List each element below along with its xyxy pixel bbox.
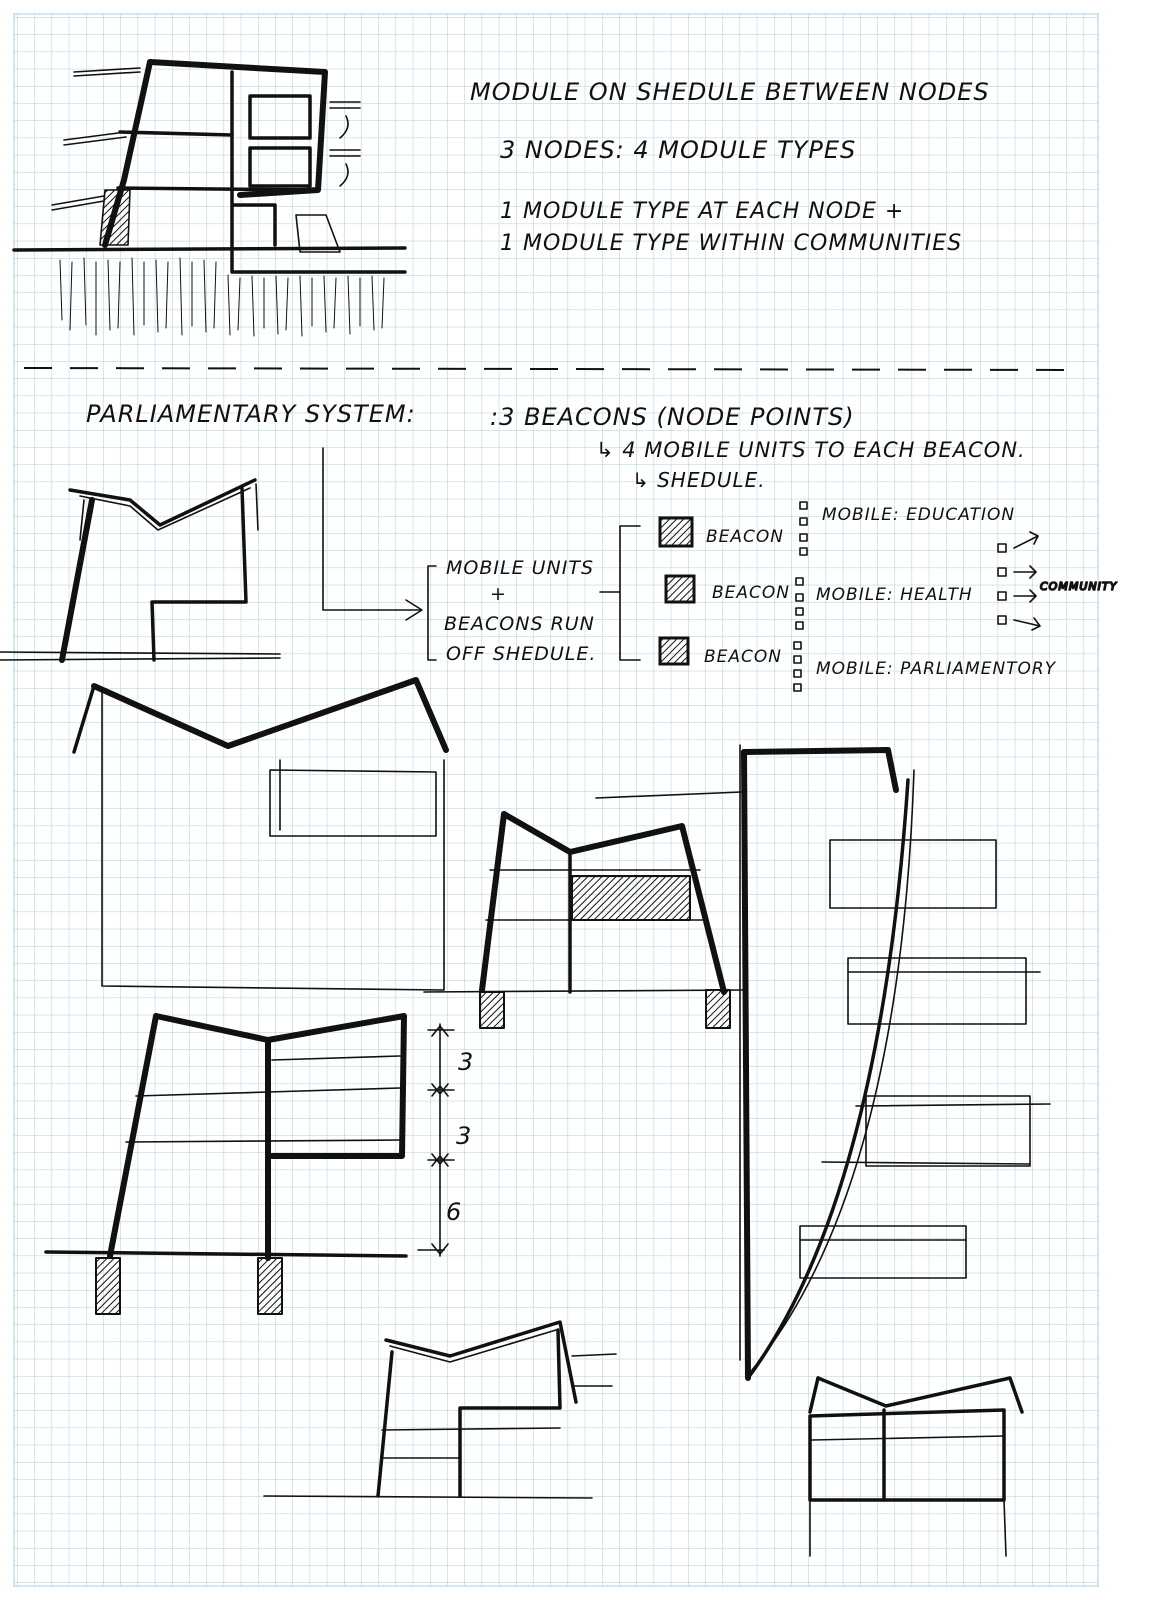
- bracket-line-1: MOBILE UNITS: [446, 557, 595, 579]
- note-line-4: 1 MODULE TYPE WITHIN COMMUNITIES: [500, 231, 963, 256]
- beacon-label-2: BEACON: [712, 583, 791, 603]
- beacons-line: :3 BEACONS (NODE POINTS): [490, 403, 855, 431]
- beacon-icon-3: [660, 638, 688, 664]
- bracket-line-2: +: [490, 583, 507, 605]
- bracket-line-4: OFF SHEDULE.: [446, 643, 597, 665]
- dimension-label-2: 3: [456, 1122, 473, 1150]
- beacon-label-3: BEACON: [704, 647, 783, 667]
- beacon-icon-2: [666, 576, 694, 602]
- dimension-label-1: 3: [458, 1048, 475, 1076]
- community-label: COMMUNITY: [1040, 580, 1118, 593]
- beacon-icon-1: [660, 518, 692, 546]
- dimension-label-3: 6: [446, 1198, 463, 1226]
- mobile-health-label: MOBILE: HEALTH: [816, 585, 973, 605]
- mobile-units-line: ↳ 4 MOBILE UNITS TO EACH BEACON.: [596, 438, 1026, 462]
- bracket-line-3: BEACONS RUN: [444, 613, 595, 635]
- mobile-education-label: MOBILE: EDUCATION: [822, 505, 1016, 525]
- beacon-label-1: BEACON: [706, 527, 785, 547]
- note-line-3: 1 MODULE TYPE AT EACH NODE +: [500, 199, 905, 224]
- note-line-2: 3 NODES: 4 MODULE TYPES: [500, 136, 857, 164]
- mobile-parliamentary-label: MOBILE: PARLIAMENTORY: [816, 659, 1057, 679]
- parliament-title: PARLIAMENTARY SYSTEM:: [86, 400, 416, 428]
- note-line-1: MODULE ON SHEDULE BETWEEN NODES: [470, 78, 990, 106]
- schedule-line: ↳ SHEDULE.: [632, 468, 766, 492]
